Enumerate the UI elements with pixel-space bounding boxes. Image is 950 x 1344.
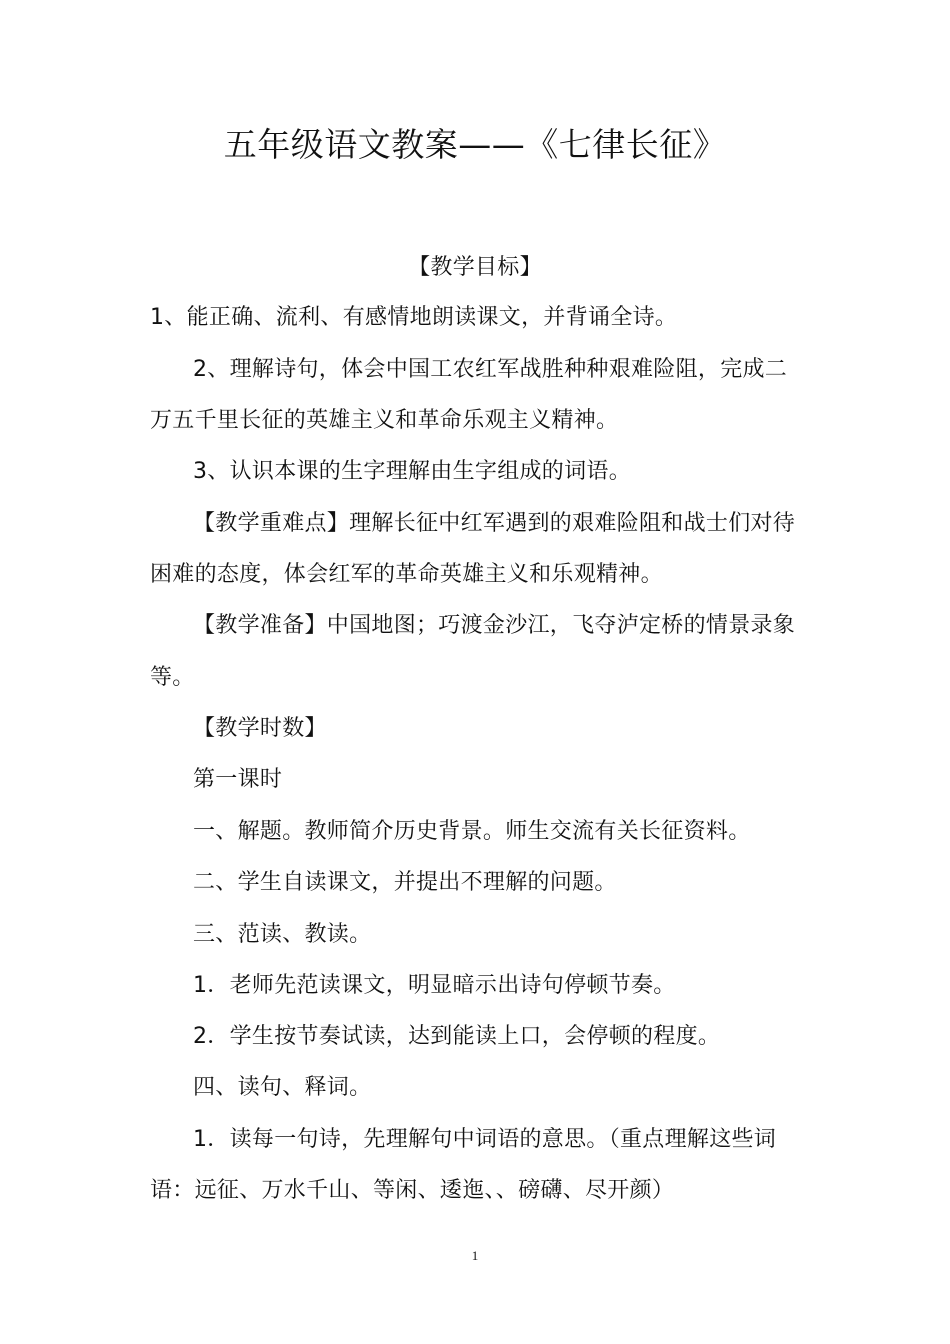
class-hours-heading: 【教学时数】 xyxy=(193,716,327,741)
lesson-heading: 第一课时 xyxy=(193,767,283,792)
paragraph-line: 一、解题。教师简介历史背景。师生交流有关长征资料。 xyxy=(193,819,751,844)
paragraph-line: 语：远征、万水千山、等闲、逶迤、、磅礴、尽开颜） xyxy=(150,1178,675,1203)
key-points-line: 【教学重难点】理解长征中红军遇到的艰难险阻和战士们对待 xyxy=(193,511,796,536)
objectives-heading: 【教学目标】 xyxy=(408,255,542,280)
paragraph-line: 1、能正确、流利、有感情地朗读课文，并背诵全诗。 xyxy=(150,305,678,330)
preparation-line: 【教学准备】中国地图；巧渡金沙江，飞夺泸定桥的情景录象 xyxy=(193,613,796,638)
document-title: 五年级语文教案——《七律长征》 xyxy=(223,125,727,164)
paragraph-line: 1．老师先范读课文，明显暗示出诗句停顿节奏。 xyxy=(193,973,676,998)
paragraph-line: 万五千里长征的英雄主义和革命乐观主义精神。 xyxy=(150,408,619,433)
paragraph-line: 困难的态度，体会红军的革命英雄主义和乐观精神。 xyxy=(150,562,663,587)
paragraph-line: 三、范读、教读。 xyxy=(193,922,372,947)
page-number: 1 xyxy=(471,1248,479,1263)
paragraph-line: 2、理解诗句，体会中国工农红军战胜种种艰难险阻，完成二 xyxy=(193,357,788,382)
paragraph-line: 2．学生按节奏试读，达到能读上口，会停顿的程度。 xyxy=(193,1024,721,1049)
paragraph-line: 1．读每一句诗，先理解句中词语的意思。（重点理解这些词 xyxy=(193,1127,777,1152)
paragraph-line: 二、学生自读课文，并提出不理解的问题。 xyxy=(193,870,617,895)
paragraph-line: 四、读句、释词。 xyxy=(193,1075,372,1100)
paragraph-line: 等。 xyxy=(150,665,195,690)
paragraph-line: 3、认识本课的生字理解由生字组成的词语。 xyxy=(193,459,631,484)
